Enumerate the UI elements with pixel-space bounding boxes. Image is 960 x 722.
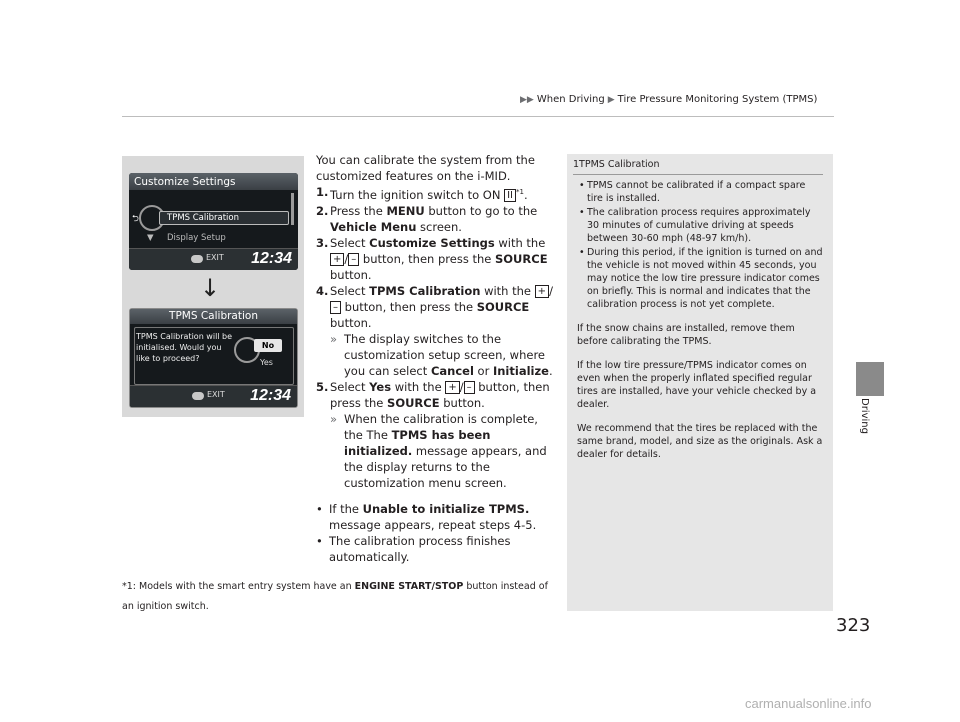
footnote: *1: Models with the smart entry system have an ENGINE START/STOP button instead of an ignition switch. [122, 581, 548, 612]
screen-title: TPMS Calibration [130, 309, 297, 324]
panel-title: 1TPMS Calibration [573, 158, 823, 175]
side-tab-marker [856, 362, 884, 396]
option-yes: Yes [260, 358, 273, 367]
intro-text: You can calibrate the system from the customized features on the i-MID. [316, 153, 535, 183]
step-3: 3. Select Customize Settings with the + / – button, then press the SOURCE button. [316, 235, 548, 282]
exit-label: EXIT [207, 390, 225, 399]
dialog-message: TPMS Calibration will be initialised. Would you like to proceed? [136, 332, 233, 363]
step-4: 4. Select TPMS Calibration with the + /– button, then press the SOURCE button. » The display switches to the customization setup screen, where you can select Cancel or Initialize. [316, 283, 558, 379]
step-4-result: » The display switches to the customization setup screen, where you can select Cancel or Initialize. [330, 331, 553, 378]
plus-button-icon: + [330, 253, 344, 266]
customize-settings-screen [129, 173, 298, 270]
bullet-item: • The calibration process finishes automatically. [316, 533, 511, 564]
step-2: 2. Press the MENU button to go to the Vehicle Menu screen. [316, 203, 538, 234]
step-5: 5. Select Yes with the + / – button, then press the SOURCE button. » When the calibration is complete, the The TPMS has been initialized. message appears, and the display returns to the customization menu screen. [316, 379, 558, 491]
imid-illustration [122, 156, 304, 417]
step-1: 1. Turn the ignition switch to ON II $^{*1}$. [316, 185, 528, 202]
panel-bullet: • The calibration process requires approximately 30 minutes of cumulative driving at speeds between 30-60 mph (48-97 km/h). [579, 207, 811, 244]
screen-title: Customize Settings [129, 173, 298, 190]
menu-icon [191, 255, 203, 263]
menu-item-tpms: TPMS Calibration [167, 213, 239, 223]
menu-item-display: Display Setup [167, 233, 226, 243]
plus-button-icon: + [445, 381, 459, 394]
panel-bullet: • TPMS cannot be calibrated if a compact spare tire is installed. [579, 180, 806, 204]
back-icon: ⮌ [132, 214, 139, 224]
ignition-key-icon: II [504, 189, 516, 202]
breadcrumb-arrow-icon: ▶▶ [520, 94, 534, 105]
panel-paragraph: If the snow chains are installed, remove them before calibrating the TPMS. [577, 323, 795, 347]
breadcrumb-page: Tire Pressure Monitoring System (TPMS) [617, 94, 818, 105]
tpms-calibration-screen [129, 308, 298, 408]
option-no: No [254, 339, 282, 352]
clock: 12:34 [250, 387, 291, 404]
minus-button-icon: – [464, 381, 475, 394]
clock: 12:34 [251, 250, 292, 267]
bullet-item: • If the Unable to initialize TPMS. message appears, repeat steps 4-5. [316, 501, 537, 532]
minus-button-icon: – [330, 301, 341, 314]
page-number: 323 [836, 615, 871, 636]
screen-footer [129, 248, 298, 270]
down-triangle-icon: ▼ [147, 233, 154, 243]
step-5-result: » When the calibration is complete, the The TPMS has been initialized. message appears, and the display returns to the customization menu screen. [330, 411, 547, 490]
breadcrumb-separator-icon: ▶ [607, 94, 615, 105]
result-arrow-icon: » [330, 411, 338, 426]
main-content [316, 152, 558, 565]
info-panel [567, 154, 833, 611]
panel-paragraph: If the low tire pressure/TPMS indicator comes on even when the properly inflated specified regular tires are installed, have your vehicle checked by a dealer. [577, 360, 817, 410]
panel-bullet: • During this period, if the ignition is turned on and the vehicle is not moved within 45 seconds, you may notice the low tire pressure indicator comes on briefly. This is normal and indicates that the calibration process is not yet complete. [579, 247, 823, 310]
header-divider [122, 116, 834, 117]
plus-button-icon: + [535, 285, 549, 298]
panel-paragraph: We recommend that the tires be replaced with the same brand, model, and size as the originals. Ask a dealer for details. [577, 423, 823, 460]
watermark[interactable]: carmanualsonline.info [745, 696, 872, 711]
result-arrow-icon: » [330, 331, 338, 346]
breadcrumb [520, 94, 817, 105]
exit-label: EXIT [206, 253, 224, 262]
reference-icon: 1 [573, 159, 580, 170]
screen-footer [130, 385, 297, 407]
down-arrow-icon: ↓ [200, 274, 221, 302]
scrollbar [291, 193, 294, 225]
menu-icon [192, 392, 204, 400]
breadcrumb-section[interactable]: When Driving [536, 94, 605, 105]
side-tab-label: Driving [859, 398, 870, 434]
minus-button-icon: – [348, 253, 359, 266]
